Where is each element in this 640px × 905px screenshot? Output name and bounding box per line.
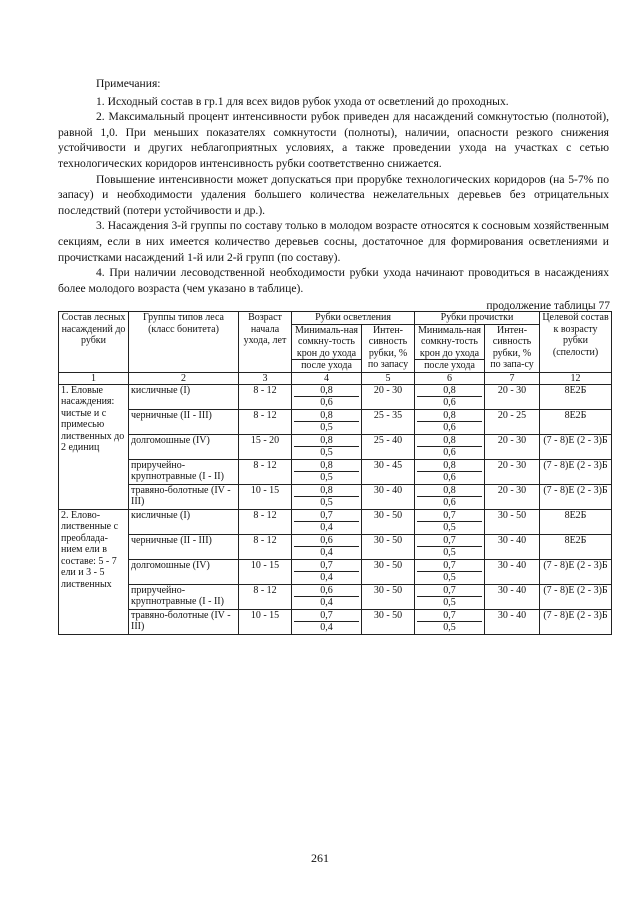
intensity-cell: 20 - 30 bbox=[362, 384, 415, 409]
target-composition-cell: (7 - 8)Е (2 - 3)Б bbox=[540, 459, 612, 484]
intensity-cell: 20 - 30 bbox=[485, 484, 540, 509]
table-header-row bbox=[59, 312, 612, 325]
min-density-cell bbox=[292, 409, 362, 434]
age-cell: 8 - 12 bbox=[239, 509, 292, 534]
forest-type-cell: долгомошные (IV) bbox=[129, 559, 239, 584]
min-density-cell-after: 0,4 bbox=[320, 572, 333, 583]
min-density-cell-before: 0,7 bbox=[417, 560, 482, 573]
age-cell: 10 - 15 bbox=[239, 559, 292, 584]
min-density-cell-after: 0,6 bbox=[320, 397, 333, 408]
intensity-cell: 20 - 30 bbox=[485, 459, 540, 484]
min-density-cell bbox=[415, 609, 485, 634]
min-density-cell bbox=[415, 459, 485, 484]
min-density-cell-before: 0,6 bbox=[294, 585, 359, 598]
page-number: 261 bbox=[311, 851, 329, 865]
age-cell: 10 - 15 bbox=[239, 609, 292, 634]
intensity-cell: 30 - 40 bbox=[485, 584, 540, 609]
target-composition-cell: (7 - 8)Е (2 - 3)Б bbox=[540, 434, 612, 459]
column-number: 4 bbox=[292, 372, 362, 384]
min-density-cell-before: 0,8 bbox=[294, 485, 359, 498]
col-age-header: Возраст начала ухода, лет bbox=[239, 312, 292, 373]
osvetlenie-group-header: Рубки осветления bbox=[292, 312, 415, 325]
age-cell: 10 - 15 bbox=[239, 484, 292, 509]
composition-cell: 1. Еловые насаждения: чистые и с примесью лиственных до 2 единиц bbox=[59, 384, 129, 509]
col-after-header: после ухода bbox=[292, 360, 362, 373]
min-density-cell-after: 0,5 bbox=[443, 572, 456, 583]
thinning-table bbox=[58, 311, 612, 635]
min-density-cell bbox=[292, 459, 362, 484]
age-cell: 8 - 12 bbox=[239, 384, 292, 409]
min-density-cell-before: 0,8 bbox=[417, 410, 482, 423]
min-density-cell bbox=[292, 534, 362, 559]
note-item: 2. Максимальный процент интенсивности рубок приведен для насаждений сомкнутостью (полнотой), равной 1,0. При меньших показателях сомкнутости (полноты), наличии, опасности резкого снижения устойчивости и других неблагоприятных условиях, а также проведении ухода на участках с сетью технологических коридоров интенсивность рубки соответственно снижается. bbox=[58, 110, 609, 170]
col-forest-type-header: Группы типов леса (класс бонитета) bbox=[129, 312, 239, 373]
target-composition-cell: (7 - 8)Е (2 - 3)Б bbox=[540, 584, 612, 609]
min-density-cell-after: 0,5 bbox=[443, 622, 456, 633]
min-density-cell bbox=[292, 384, 362, 409]
min-density-cell bbox=[292, 609, 362, 634]
min-density-cell-before: 0,8 bbox=[294, 385, 359, 398]
notes-section bbox=[58, 76, 609, 296]
min-density-cell-after: 0,4 bbox=[320, 597, 333, 608]
min-density-cell-before: 0,7 bbox=[417, 510, 482, 523]
intensity-cell: 20 - 25 bbox=[485, 409, 540, 434]
column-number: 3 bbox=[239, 372, 292, 384]
min-density-cell bbox=[415, 509, 485, 534]
min-density-cell-before: 0,7 bbox=[294, 560, 359, 573]
min-density-cell-after: 0,5 bbox=[320, 472, 333, 483]
intensity-cell: 30 - 50 bbox=[362, 534, 415, 559]
target-composition-cell: (7 - 8)Е (2 - 3)Б bbox=[540, 484, 612, 509]
intensity-cell: 20 - 30 bbox=[485, 384, 540, 409]
age-cell: 15 - 20 bbox=[239, 434, 292, 459]
min-density-cell-before: 0,8 bbox=[417, 385, 482, 398]
table-body bbox=[59, 384, 612, 634]
min-density-cell-after: 0,6 bbox=[443, 497, 456, 508]
min-density-cell-before: 0,8 bbox=[417, 460, 482, 473]
intensity-cell: 30 - 40 bbox=[485, 559, 540, 584]
target-composition-cell: 8Е2Б bbox=[540, 384, 612, 409]
col-intensity-header: Интен-сивность рубки, % по запасу bbox=[362, 324, 415, 372]
column-number: 6 bbox=[415, 372, 485, 384]
forest-type-cell: травяно-болотные (IV - III) bbox=[129, 609, 239, 634]
col-after-header: после ухода bbox=[415, 360, 485, 373]
min-density-cell-after: 0,5 bbox=[443, 547, 456, 558]
min-density-cell bbox=[292, 484, 362, 509]
column-number: 5 bbox=[362, 372, 415, 384]
table-row bbox=[59, 509, 612, 534]
target-composition-cell: (7 - 8)Е (2 - 3)Б bbox=[540, 609, 612, 634]
table-continuation-label: продолжение таблицы 77 bbox=[486, 300, 610, 312]
column-number: 2 bbox=[129, 372, 239, 384]
table-row bbox=[59, 559, 612, 584]
min-density-cell bbox=[415, 434, 485, 459]
note-item: 1. Исходный состав в гр.1 для всех видов рубок ухода от осветлений до проходных. bbox=[96, 94, 509, 108]
table-row bbox=[59, 434, 612, 459]
min-density-cell bbox=[292, 434, 362, 459]
target-composition-cell: 8Е2Б bbox=[540, 509, 612, 534]
min-density-cell-after: 0,4 bbox=[320, 547, 333, 558]
intensity-cell: 30 - 40 bbox=[485, 534, 540, 559]
min-density-cell-before: 0,8 bbox=[294, 460, 359, 473]
column-number: 1 bbox=[59, 372, 129, 384]
table-row bbox=[59, 459, 612, 484]
table-row bbox=[59, 534, 612, 559]
col-min-density-header: Минималь-ная сомкну-тость крон до ухода bbox=[292, 324, 362, 360]
intensity-cell: 20 - 30 bbox=[485, 434, 540, 459]
forest-type-cell: кисличные (I) bbox=[129, 509, 239, 534]
min-density-cell-before: 0,8 bbox=[294, 410, 359, 423]
note-item: 3. Насаждения 3-й группы по составу только в молодом возрасте относятся к сосновым хозяйственным секциям, если в них имеется количество деревьев сосны, достаточное для формирования осветлениями и прочистками насаждений 1-й или 2-й групп (по составу). bbox=[58, 219, 609, 264]
col-intensity-header: Интен-сивность рубки, % по запа-су bbox=[485, 324, 540, 372]
forest-type-cell: травяно-болотные (IV - III) bbox=[129, 484, 239, 509]
table-row bbox=[59, 484, 612, 509]
age-cell: 8 - 12 bbox=[239, 584, 292, 609]
note-item: Повышение интенсивности может допускаться при прорубке технологических коридоров (на 5-7% по запасу) и необходимости удаления большего количества нежелательных деревьев без отрицательных последствий (потери устойчивости и др.). bbox=[58, 172, 609, 217]
age-cell: 8 - 12 bbox=[239, 534, 292, 559]
intensity-cell: 30 - 50 bbox=[362, 609, 415, 634]
min-density-cell-after: 0,5 bbox=[320, 422, 333, 433]
min-density-cell-after: 0,4 bbox=[320, 522, 333, 533]
col-target-header: Целевой состав к возрасту рубки (спелости) bbox=[540, 312, 612, 373]
forest-type-cell: приручейно-крупнотравные (I - II) bbox=[129, 584, 239, 609]
min-density-cell-before: 0,7 bbox=[417, 535, 482, 548]
min-density-cell bbox=[415, 534, 485, 559]
col-composition-header: Состав лесных насаждений до рубки bbox=[59, 312, 129, 373]
min-density-cell-before: 0,7 bbox=[417, 585, 482, 598]
intensity-cell: 30 - 45 bbox=[362, 459, 415, 484]
table-row bbox=[59, 609, 612, 634]
min-density-cell-before: 0,7 bbox=[417, 610, 482, 623]
min-density-cell bbox=[415, 409, 485, 434]
min-density-cell-after: 0,4 bbox=[320, 622, 333, 633]
intensity-cell: 30 - 50 bbox=[485, 509, 540, 534]
min-density-cell-after: 0,6 bbox=[443, 422, 456, 433]
min-density-cell-after: 0,5 bbox=[320, 447, 333, 458]
target-composition-cell: 8Е2Б bbox=[540, 409, 612, 434]
note-item: 4. При наличии лесоводственной необходимости рубки ухода начинают проводиться в насаждениях более молодого возраста (чем указано в таблице). bbox=[58, 266, 609, 295]
notes-header: Примечания: bbox=[96, 77, 161, 90]
forest-type-cell: кисличные (I) bbox=[129, 384, 239, 409]
column-number: 12 bbox=[540, 372, 612, 384]
forest-type-cell: приручейно-крупнотравные (I - II) bbox=[129, 459, 239, 484]
forest-type-cell: долгомошные (IV) bbox=[129, 434, 239, 459]
min-density-cell-after: 0,6 bbox=[443, 397, 456, 408]
min-density-cell-after: 0,5 bbox=[320, 497, 333, 508]
intensity-cell: 25 - 35 bbox=[362, 409, 415, 434]
target-composition-cell: 8Е2Б bbox=[540, 534, 612, 559]
min-density-cell bbox=[415, 584, 485, 609]
target-composition-cell: (7 - 8)Е (2 - 3)Б bbox=[540, 559, 612, 584]
min-density-cell-before: 0,8 bbox=[294, 435, 359, 448]
min-density-cell bbox=[415, 384, 485, 409]
column-number-row bbox=[59, 372, 612, 384]
col-min-density-header: Минималь-ная сомкну-тость крон до ухода bbox=[415, 324, 485, 360]
min-density-cell bbox=[415, 559, 485, 584]
intensity-cell: 30 - 50 bbox=[362, 509, 415, 534]
table-row bbox=[59, 584, 612, 609]
min-density-cell-before: 0,7 bbox=[294, 610, 359, 623]
min-density-cell-after: 0,5 bbox=[443, 597, 456, 608]
prochistka-group-header: Рубки прочистки bbox=[415, 312, 540, 325]
intensity-cell: 25 - 40 bbox=[362, 434, 415, 459]
age-cell: 8 - 12 bbox=[239, 409, 292, 434]
column-number: 7 bbox=[485, 372, 540, 384]
min-density-cell-before: 0,7 bbox=[294, 510, 359, 523]
intensity-cell: 30 - 50 bbox=[362, 559, 415, 584]
composition-cell: 2. Елово-лиственные с преоблада-нием ели в составе: 5 - 7 ели и 3 - 5 лиственных bbox=[59, 509, 129, 634]
table-row bbox=[59, 384, 612, 409]
min-density-cell-after: 0,6 bbox=[443, 472, 456, 483]
min-density-cell bbox=[292, 584, 362, 609]
forest-type-cell: черничные (II - III) bbox=[129, 534, 239, 559]
age-cell: 8 - 12 bbox=[239, 459, 292, 484]
min-density-cell-after: 0,6 bbox=[443, 447, 456, 458]
min-density-cell-before: 0,6 bbox=[294, 535, 359, 548]
min-density-cell bbox=[415, 484, 485, 509]
intensity-cell: 30 - 40 bbox=[485, 609, 540, 634]
min-density-cell-before: 0,8 bbox=[417, 485, 482, 498]
min-density-cell bbox=[292, 509, 362, 534]
min-density-cell bbox=[292, 559, 362, 584]
min-density-cell-after: 0,5 bbox=[443, 522, 456, 533]
min-density-cell-before: 0,8 bbox=[417, 435, 482, 448]
intensity-cell: 30 - 40 bbox=[362, 484, 415, 509]
table-row bbox=[59, 409, 612, 434]
forest-type-cell: черничные (II - III) bbox=[129, 409, 239, 434]
intensity-cell: 30 - 50 bbox=[362, 584, 415, 609]
